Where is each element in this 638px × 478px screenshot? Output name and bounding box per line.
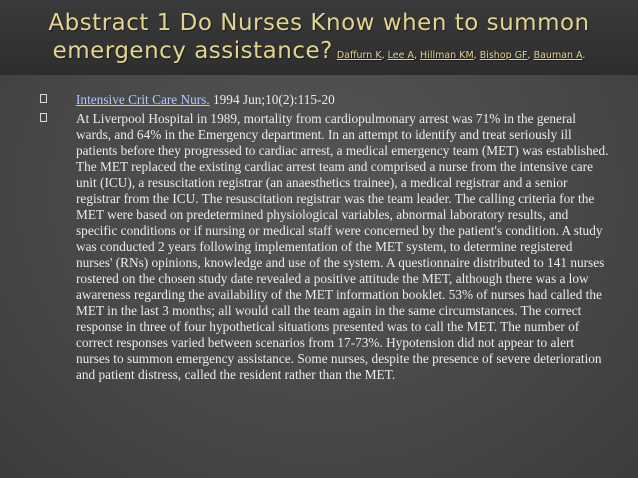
author-list — [337, 50, 586, 61]
author-link[interactable]: Bishop GF — [479, 50, 528, 61]
journal-link[interactable]: Intensive Crit Care Nurs. — [76, 92, 210, 107]
bullet-square-icon — [40, 113, 47, 122]
title-line-2-wrap — [0, 37, 638, 70]
author-separator: , — [413, 50, 417, 61]
bullet-citation — [40, 92, 610, 108]
author-link[interactable]: Bauman A — [533, 50, 583, 61]
author-link[interactable]: Lee A — [387, 50, 414, 61]
author-separator: , — [527, 50, 531, 61]
slide-title — [0, 9, 638, 70]
author-link[interactable]: Hillman KM — [420, 50, 474, 61]
citation-details: 1994 Jun;10(2):115-20 — [209, 92, 335, 107]
slide-body — [40, 92, 610, 386]
bullet-abstract — [40, 111, 610, 383]
abstract-text: At Liverpool Hospital in 1989, mortality from cardiopulmonary arrest was 71% in the general wards, and 64% in the Emergency department. In an attempt to identify and treat seriously ill patients before they progressed to cardiac arrest, a medical emergency team (MET) was established. The MET replaced the existing cardiac arrest team and comprised a nurse from the intensive care unit (ICU), a resuscitation registrar (an anaesthetics trainee), a medical registrar and a senior registrar from the ICU. The resuscitation registrar was the team leader. The calling criteria for the MET were based on predetermined physiological variables, abnormal laboratory results, and specific conditions or if nursing or medical staff were concerned by the patient's condition. A study was conducted 2 years following implementation of the MET system, to determine registered nurses' (RNs) opinions, knowledge and use of the system. A questionnaire distributed to 141 nurses rostered on the chosen study date revealed a positive attitude the MET, although there was a low awareness regarding the availability of the MET information booklet. 53% of nurses had called the MET in the last 3 months; all would call the team again in the same circumstances. The correct response in three of four hypothetical situations presented was to call the MET. The number of correct responses varied between scenarios from 17-73%. Hypotension did not appear to alert nurses to summon emergency assistance. Some nurses, despite the presence of severe deterioration and patient distress, called the resident rather than the MET. — [76, 111, 609, 382]
title-bar — [0, 0, 638, 75]
title-line-1: Abstract 1 Do Nurses Know when to summon — [48, 10, 590, 36]
title-line-2: emergency assistance? — [52, 38, 333, 64]
author-separator: , — [381, 50, 385, 61]
author-link[interactable]: Daffurn K — [336, 50, 382, 61]
author-separator: , — [473, 50, 477, 61]
bullet-square-icon — [40, 94, 47, 103]
author-trailing-period: . — [582, 50, 586, 61]
